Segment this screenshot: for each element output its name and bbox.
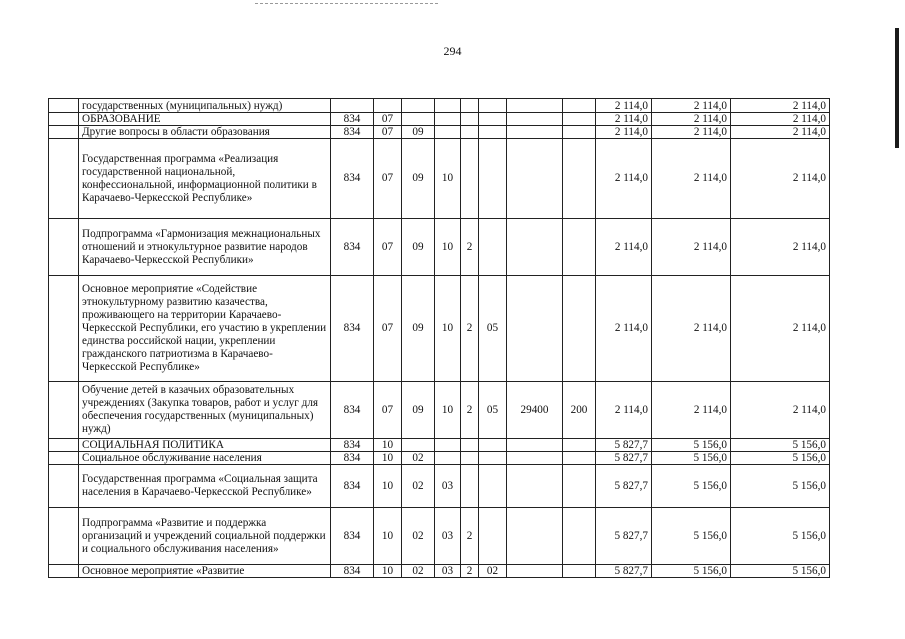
table-row [49, 113, 830, 126]
row-number-cell [49, 139, 79, 219]
event-code [479, 508, 507, 565]
amount-2021: 5 156,0 [731, 565, 830, 578]
expense-type-code [563, 465, 596, 508]
direction-code [507, 99, 563, 113]
subsection-code: 02 [402, 452, 435, 465]
row-number-cell [49, 508, 79, 565]
program-code: 10 [435, 276, 461, 382]
amount-2019: 2 114,0 [596, 382, 652, 439]
row-number-cell [49, 126, 79, 139]
subprogram-code [461, 99, 479, 113]
event-code: 05 [479, 382, 507, 439]
section-code: 07 [374, 139, 402, 219]
section-code: 10 [374, 439, 402, 452]
subsection-code: 09 [402, 139, 435, 219]
subsection-code: 09 [402, 276, 435, 382]
subsection-code: 02 [402, 508, 435, 565]
table-row [49, 126, 830, 139]
subprogram-code: 2 [461, 382, 479, 439]
ministry-code: 834 [331, 565, 374, 578]
amount-2021: 5 156,0 [731, 452, 830, 465]
amount-2020: 5 156,0 [652, 565, 731, 578]
direction-code [507, 219, 563, 276]
section-code: 10 [374, 508, 402, 565]
row-name: Социальное обслуживание населения [79, 452, 331, 465]
amount-2019: 2 114,0 [596, 126, 652, 139]
ministry-code: 834 [331, 452, 374, 465]
amount-2021: 5 156,0 [731, 439, 830, 452]
row-name: Подпрограмма «Гармонизация межнациональных отношений и этнокультурное развитие народов Карачаево-Черкесской Республики» [79, 219, 331, 276]
amount-2021: 5 156,0 [731, 508, 830, 565]
section-code: 10 [374, 465, 402, 508]
direction-code [507, 439, 563, 452]
subprogram-code: 2 [461, 508, 479, 565]
ministry-code [331, 99, 374, 113]
amount-2021: 2 114,0 [731, 99, 830, 113]
ministry-code: 834 [331, 139, 374, 219]
amount-2019: 5 827,7 [596, 439, 652, 452]
amount-2021: 2 114,0 [731, 382, 830, 439]
table-row [49, 99, 830, 113]
ministry-code: 834 [331, 126, 374, 139]
row-name: ОБРАЗОВАНИЕ [79, 113, 331, 126]
amount-2021: 2 114,0 [731, 113, 830, 126]
row-number-cell [49, 113, 79, 126]
row-number-cell [49, 565, 79, 578]
row-number-cell [49, 452, 79, 465]
subsection-code: 02 [402, 565, 435, 578]
event-code [479, 139, 507, 219]
section-code: 07 [374, 219, 402, 276]
expense-type-code [563, 276, 596, 382]
amount-2019: 2 114,0 [596, 99, 652, 113]
event-code [479, 126, 507, 139]
row-name: Государственная программа «Социальная защита населения в Карачаево-Черкесской Республике» [79, 465, 331, 508]
amount-2021: 2 114,0 [731, 126, 830, 139]
program-code: 03 [435, 465, 461, 508]
row-number-cell [49, 382, 79, 439]
subprogram-code [461, 452, 479, 465]
amount-2021: 2 114,0 [731, 276, 830, 382]
expense-type-code [563, 439, 596, 452]
amount-2020: 2 114,0 [652, 99, 731, 113]
ministry-code: 834 [331, 439, 374, 452]
ministry-code: 834 [331, 219, 374, 276]
amount-2019: 5 827,7 [596, 465, 652, 508]
amount-2020: 2 114,0 [652, 382, 731, 439]
amount-2019: 5 827,7 [596, 452, 652, 465]
program-code: 10 [435, 139, 461, 219]
expense-type-code [563, 99, 596, 113]
subprogram-code [461, 139, 479, 219]
table-body [49, 99, 830, 578]
table-row [49, 465, 830, 508]
event-code [479, 439, 507, 452]
subsection-code [402, 439, 435, 452]
table-row [49, 508, 830, 565]
ministry-code: 834 [331, 276, 374, 382]
section-code: 07 [374, 113, 402, 126]
event-code: 02 [479, 565, 507, 578]
amount-2020: 5 156,0 [652, 508, 731, 565]
subsection-code: 09 [402, 382, 435, 439]
section-code [374, 99, 402, 113]
amount-2019: 2 114,0 [596, 219, 652, 276]
row-name: СОЦИАЛЬНАЯ ПОЛИТИКА [79, 439, 331, 452]
row-name: государственных (муниципальных) нужд) [79, 99, 331, 113]
subsection-code: 02 [402, 465, 435, 508]
section-code: 10 [374, 565, 402, 578]
page-number: 294 [443, 44, 462, 58]
table-row [49, 565, 830, 578]
row-number-cell [49, 99, 79, 113]
amount-2020: 2 114,0 [652, 113, 731, 126]
expense-type-code: 200 [563, 382, 596, 439]
amount-2020: 5 156,0 [652, 439, 731, 452]
amount-2021: 2 114,0 [731, 139, 830, 219]
row-number-cell [49, 219, 79, 276]
event-code [479, 452, 507, 465]
section-code: 10 [374, 452, 402, 465]
amount-2019: 2 114,0 [596, 113, 652, 126]
table-row [49, 219, 830, 276]
row-name: Основное мероприятие «Развитие [79, 565, 331, 578]
expense-type-code [563, 508, 596, 565]
ministry-code: 834 [331, 465, 374, 508]
row-name: Другие вопросы в области образования [79, 126, 331, 139]
section-code: 07 [374, 126, 402, 139]
direction-code [507, 465, 563, 508]
expense-type-code [563, 452, 596, 465]
amount-2019: 5 827,7 [596, 565, 652, 578]
direction-code [507, 565, 563, 578]
row-number-cell [49, 465, 79, 508]
row-number-cell [49, 439, 79, 452]
amount-2021: 5 156,0 [731, 465, 830, 508]
section-code: 07 [374, 382, 402, 439]
amount-2020: 2 114,0 [652, 139, 731, 219]
direction-code [507, 508, 563, 565]
amount-2020: 5 156,0 [652, 452, 731, 465]
expense-type-code [563, 113, 596, 126]
program-code: 10 [435, 382, 461, 439]
amount-2020: 2 114,0 [652, 219, 731, 276]
subsection-code [402, 99, 435, 113]
subprogram-code [461, 113, 479, 126]
program-code [435, 439, 461, 452]
expense-type-code [563, 219, 596, 276]
ministry-code: 834 [331, 382, 374, 439]
top-edge-line [255, 3, 440, 4]
amount-2019: 5 827,7 [596, 508, 652, 565]
amount-2019: 2 114,0 [596, 276, 652, 382]
row-name: Государственная программа «Реализация государственной национальной, конфессиональной, информационной политики в Карачаево-Черкесской Республике» [79, 139, 331, 219]
table-row [49, 382, 830, 439]
subprogram-code [461, 465, 479, 508]
event-code [479, 113, 507, 126]
expense-type-code [563, 139, 596, 219]
amount-2020: 5 156,0 [652, 465, 731, 508]
section-code: 07 [374, 276, 402, 382]
subsection-code: 09 [402, 219, 435, 276]
row-name: Обучение детей в казачьих образовательных учреждениях (Закупка товаров, работ и услуг для обеспечения государственных (муниципальных) нужд) [79, 382, 331, 439]
program-code [435, 113, 461, 126]
subprogram-code [461, 439, 479, 452]
subprogram-code: 2 [461, 565, 479, 578]
subsection-code [402, 113, 435, 126]
table-row [49, 439, 830, 452]
subprogram-code: 2 [461, 276, 479, 382]
direction-code [507, 126, 563, 139]
subprogram-code [461, 126, 479, 139]
event-code [479, 99, 507, 113]
direction-code: 29400 [507, 382, 563, 439]
program-code: 10 [435, 219, 461, 276]
row-name: Подпрограмма «Развитие и поддержка организаций и учреждений социальной поддержки и социального обслуживания населения» [79, 508, 331, 565]
budget-table [48, 98, 830, 578]
event-code [479, 465, 507, 508]
amount-2019: 2 114,0 [596, 139, 652, 219]
row-name: Основное мероприятие «Содействие этнокультурному развитию казачества, проживающего на территории Карачаево-Черкесской Республики, его участию в укреплении единства российской нации, укреплении гражданского патриотизма в Карачаево-Черкесской Республике» [79, 276, 331, 382]
program-code: 03 [435, 508, 461, 565]
program-code: 03 [435, 565, 461, 578]
amount-2021: 2 114,0 [731, 219, 830, 276]
amount-2020: 2 114,0 [652, 126, 731, 139]
event-code [479, 219, 507, 276]
table-row [49, 276, 830, 382]
subprogram-code: 2 [461, 219, 479, 276]
direction-code [507, 139, 563, 219]
ministry-code: 834 [331, 113, 374, 126]
event-code: 05 [479, 276, 507, 382]
subsection-code: 09 [402, 126, 435, 139]
expense-type-code [563, 565, 596, 578]
direction-code [507, 113, 563, 126]
table-row [49, 139, 830, 219]
ministry-code: 834 [331, 508, 374, 565]
expense-type-code [563, 126, 596, 139]
program-code [435, 126, 461, 139]
program-code [435, 99, 461, 113]
program-code [435, 452, 461, 465]
direction-code [507, 452, 563, 465]
table-row [49, 452, 830, 465]
amount-2020: 2 114,0 [652, 276, 731, 382]
direction-code [507, 276, 563, 382]
row-number-cell [49, 276, 79, 382]
